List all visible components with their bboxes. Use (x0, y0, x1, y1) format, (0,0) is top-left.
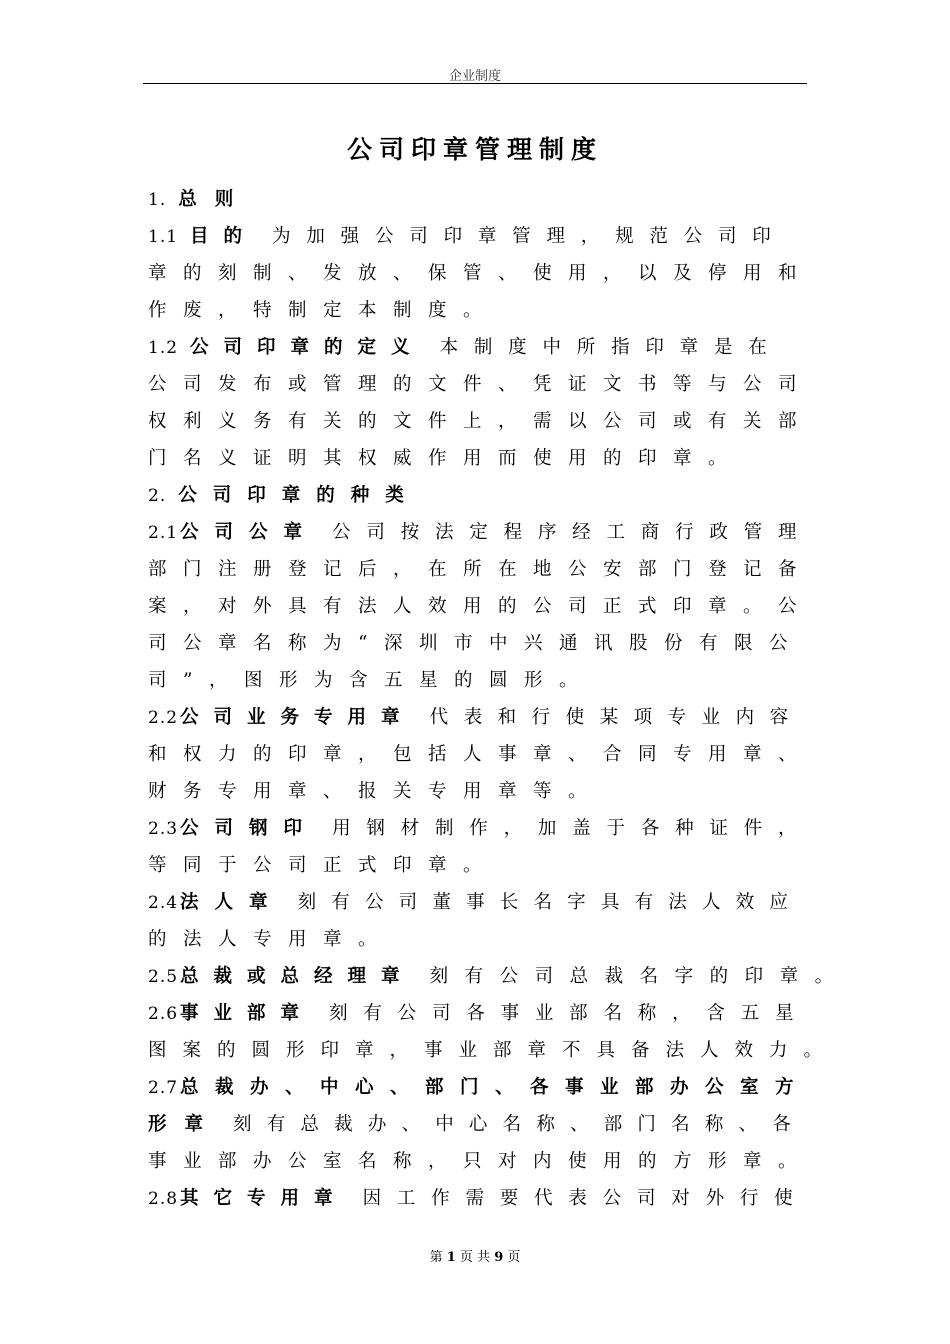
section-number: 2.7 (148, 1078, 179, 1098)
body-line (148, 444, 828, 481)
body-line (148, 1110, 828, 1147)
section-heading: 公司印章的定义 (190, 337, 425, 358)
body-line (148, 1073, 828, 1110)
body-text: 的法人专用章。 (148, 929, 394, 950)
body-line (148, 777, 828, 814)
footer-total-pages: 9 (494, 1250, 504, 1265)
body-text: 司公章名称为“深圳市中兴通讯股份有限公 (148, 633, 804, 654)
body-text: 刻有公司董事长名字具有法人效应 (297, 892, 804, 913)
page-header-title: 企业制度 (448, 69, 501, 84)
header-divider (143, 83, 807, 84)
body-line (148, 925, 828, 962)
body-text: 和权力的印章，包括人事章、合同专用章、 (148, 744, 814, 765)
body-line (148, 222, 828, 259)
section-number: 2.4 (148, 893, 179, 913)
section-number: 2.8 (148, 1189, 179, 1209)
body-line (148, 407, 828, 444)
section-heading: 公司钢印 (180, 818, 319, 839)
section-heading: 总则 (178, 189, 252, 210)
body-line (148, 703, 828, 740)
body-line (148, 1184, 828, 1221)
body-text: 案，对外具有法人效用的公司正式印章。公 (148, 596, 814, 617)
section-heading: 公司公章 (180, 522, 319, 543)
body-text: 章的刻制、发放、保管、使用，以及停用和 (148, 263, 814, 284)
footer-middle: 页 共 (459, 1250, 491, 1265)
section-number: 1.2 (148, 338, 179, 358)
body-text: 本制度中所指印章是在 (439, 337, 783, 358)
body-text: 刻有公司总裁名字的印章。 (429, 966, 850, 987)
body-line (148, 518, 828, 555)
body-line (148, 296, 828, 333)
document-body (148, 185, 850, 1221)
body-line (148, 185, 828, 222)
section-heading: 其它专用章 (180, 1188, 348, 1209)
section-heading: 目的 (190, 226, 258, 247)
section-number: 2.5 (148, 967, 179, 987)
body-line (148, 740, 828, 777)
body-line (148, 999, 828, 1036)
body-text: 图案的圆形印章，事业部章不具备法人效力。 (148, 1040, 839, 1061)
section-heading: 形章 (148, 1114, 222, 1135)
body-text: 用钢材制作，加盖于各种证件， (332, 818, 813, 839)
body-line (148, 555, 828, 592)
footer-prefix: 第 (429, 1250, 443, 1265)
body-text: 为加强公司印章管理，规范公司印 (272, 226, 787, 247)
body-text: 司”，图形为含五星的圆形。 (148, 670, 594, 691)
body-text: 刻有公司各事业部名称，含五星 (329, 1003, 810, 1024)
body-line (148, 370, 828, 407)
section-heading: 公司印章的种类 (178, 485, 420, 506)
section-number: 2.1 (148, 523, 179, 543)
section-heading: 公司业务专用章 (180, 707, 415, 728)
footer-suffix: 页 (507, 1250, 521, 1265)
body-line (148, 888, 828, 925)
section-number: 2. (148, 486, 167, 506)
body-line (148, 814, 828, 851)
body-text: 财务专用章、报关专用章等。 (148, 781, 604, 802)
body-text: 刻有总裁办、中心名称、部门名称、各 (233, 1114, 806, 1135)
body-line (148, 666, 828, 703)
body-text: 事业部办公室名称，只对内使用的方形章。 (148, 1151, 814, 1172)
body-text: 部门注册登记后，在所在地公安部门登记备 (148, 559, 814, 580)
section-heading: 事业部章 (180, 1003, 315, 1024)
section-number: 1. (148, 190, 167, 210)
body-text: 权利义务有关的文件上，需以公司或有关部 (148, 411, 814, 432)
body-text: 因工作需要代表公司对外行使 (362, 1188, 809, 1209)
body-line (148, 333, 828, 370)
section-number: 2.3 (148, 819, 179, 839)
body-text: 门名义证明其权威作用而使用的印章。 (148, 448, 744, 469)
body-text: 代表和行使某项专业内容 (429, 707, 804, 728)
body-line (148, 1036, 839, 1073)
section-heading: 法人章 (180, 892, 284, 913)
section-number: 1.1 (148, 227, 179, 247)
body-line (148, 592, 828, 629)
body-line (148, 259, 828, 296)
body-line (148, 851, 828, 888)
section-heading: 总裁或总经理章 (180, 966, 415, 987)
body-text: 作废，特制定本制度。 (148, 300, 499, 321)
section-heading: 总裁办、中心、部门、各事业部办公室方 (180, 1077, 811, 1098)
body-line (148, 962, 850, 999)
body-text: 等同于公司正式印章。 (148, 855, 499, 876)
document-title: 公司印章管理制度 (346, 135, 603, 164)
footer-page-number: 1 (446, 1250, 456, 1265)
section-number: 2.2 (148, 708, 179, 728)
section-number: 2.6 (148, 1004, 179, 1024)
body-line (148, 1147, 828, 1184)
body-line (148, 481, 828, 518)
body-line (148, 629, 828, 666)
body-text: 公司发布或管理的文件、凭证文书等与公司 (148, 374, 814, 395)
body-text: 公司按法定程序经工商行政管理 (332, 522, 813, 543)
page-footer (0, 1246, 950, 1265)
